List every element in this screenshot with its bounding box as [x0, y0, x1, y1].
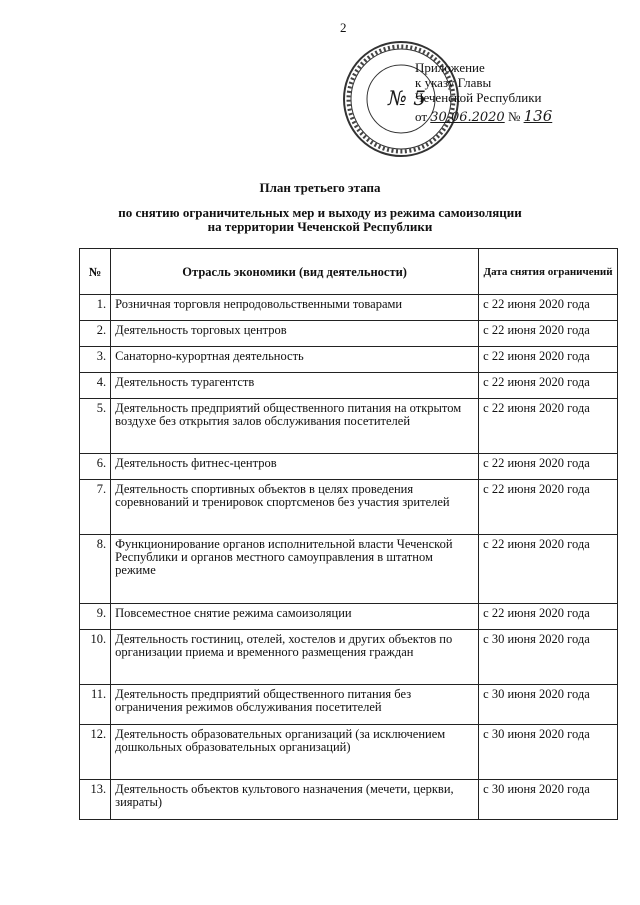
row-sector: Деятельность торговых центров — [111, 321, 479, 347]
annex-line-republic: Чеченской Республики — [415, 90, 542, 105]
row-sector: Деятельность объектов культового назначения (мечети, церкви, зияраты) — [111, 780, 479, 820]
row-date: с 22 июня 2020 года — [479, 454, 618, 480]
row-number: 6. — [80, 454, 111, 480]
header-date: Дата снятия ограничений — [479, 249, 618, 295]
row-date: с 22 июня 2020 года — [479, 373, 618, 399]
row-date: с 22 июня 2020 года — [479, 535, 618, 604]
table-row — [80, 347, 618, 373]
annex-number-value: 136 — [523, 107, 553, 125]
row-sector: Деятельность спортивных объектов в целях проведения соревнований и тренировок спортсменов без участия зрителей — [111, 480, 479, 535]
row-sector: Деятельность образовательных организаций (за исключением дошкольных образовательных организаций) — [111, 725, 479, 780]
row-date: с 22 июня 2020 года — [479, 604, 618, 630]
table-row — [80, 373, 618, 399]
row-sector: Деятельность предприятий общественного питания на открытом воздухе без открытия залов обслуживания посетителей — [111, 399, 479, 454]
table-row — [80, 454, 618, 480]
table-row — [80, 321, 618, 347]
annex-title: Приложение — [415, 60, 485, 75]
row-number: 12. — [80, 725, 111, 780]
row-date: с 22 июня 2020 года — [479, 295, 618, 321]
table-row — [80, 630, 618, 685]
annex-block — [415, 60, 552, 125]
table-header-row — [80, 249, 618, 295]
table-row — [80, 780, 618, 820]
row-number: 13. — [80, 780, 111, 820]
row-sector: Деятельность турагентств — [111, 373, 479, 399]
row-number: 3. — [80, 347, 111, 373]
plan-subtitle-territory: на территории Чеченской Республики — [207, 219, 433, 234]
annex-line-decree: к указу Главы — [415, 75, 492, 90]
table-row — [80, 685, 618, 725]
row-date: с 22 июня 2020 года — [479, 347, 618, 373]
row-sector: Санаторно-курортная деятельность — [111, 347, 479, 373]
row-date: с 30 июня 2020 года — [479, 780, 618, 820]
row-sector: Повсеместное снятие режима самоизоляции — [111, 604, 479, 630]
row-number: 1. — [80, 295, 111, 321]
plan-title: План третьего этапа — [259, 180, 381, 195]
table-row — [80, 399, 618, 454]
row-number: 4. — [80, 373, 111, 399]
row-date: с 22 июня 2020 года — [479, 480, 618, 535]
table-row — [80, 604, 618, 630]
row-number: 9. — [80, 604, 111, 630]
row-sector: Деятельность гостиниц, отелей, хостелов и других объектов по организации приема и временного размещения граждан — [111, 630, 479, 685]
header-sector: Отрасль экономики (вид деятельности) — [111, 249, 479, 295]
row-sector: Деятельность предприятий общественного питания без ограничения режимов обслуживания посетителей — [111, 685, 479, 725]
table-row — [80, 535, 618, 604]
header-number: № — [80, 249, 111, 295]
table-row — [80, 295, 618, 321]
row-number: 7. — [80, 480, 111, 535]
table-row — [80, 480, 618, 535]
row-number: 11. — [80, 685, 111, 725]
annex-date-prefix: от — [415, 109, 428, 124]
annex-date-line — [415, 109, 552, 125]
row-date: с 22 июня 2020 года — [479, 399, 618, 454]
row-date: с 30 июня 2020 года — [479, 725, 618, 780]
page-number: 2 — [340, 20, 347, 35]
row-sector: Розничная торговля непродовольственными товарами — [111, 295, 479, 321]
row-sector: Функционирование органов исполнительной власти Чеченской Республики и органов местного самоуправления в штатном режиме — [111, 535, 479, 604]
restrictions-table — [79, 248, 618, 820]
row-number: 2. — [80, 321, 111, 347]
annex-number-label: № — [507, 109, 521, 124]
annex-date-value: 30.06.2020 — [430, 110, 505, 125]
row-date: с 30 июня 2020 года — [479, 685, 618, 725]
plan-subtitle: по снятию ограничительных мер и выходу из режима самоизоляции — [118, 205, 522, 220]
row-date: с 30 июня 2020 года — [479, 630, 618, 685]
row-number: 10. — [80, 630, 111, 685]
row-sector: Деятельность фитнес-центров — [111, 454, 479, 480]
table-row — [80, 725, 618, 780]
row-number: 8. — [80, 535, 111, 604]
row-date: с 22 июня 2020 года — [479, 321, 618, 347]
stamp-number-mark: № 5 — [388, 86, 427, 110]
row-number: 5. — [80, 399, 111, 454]
